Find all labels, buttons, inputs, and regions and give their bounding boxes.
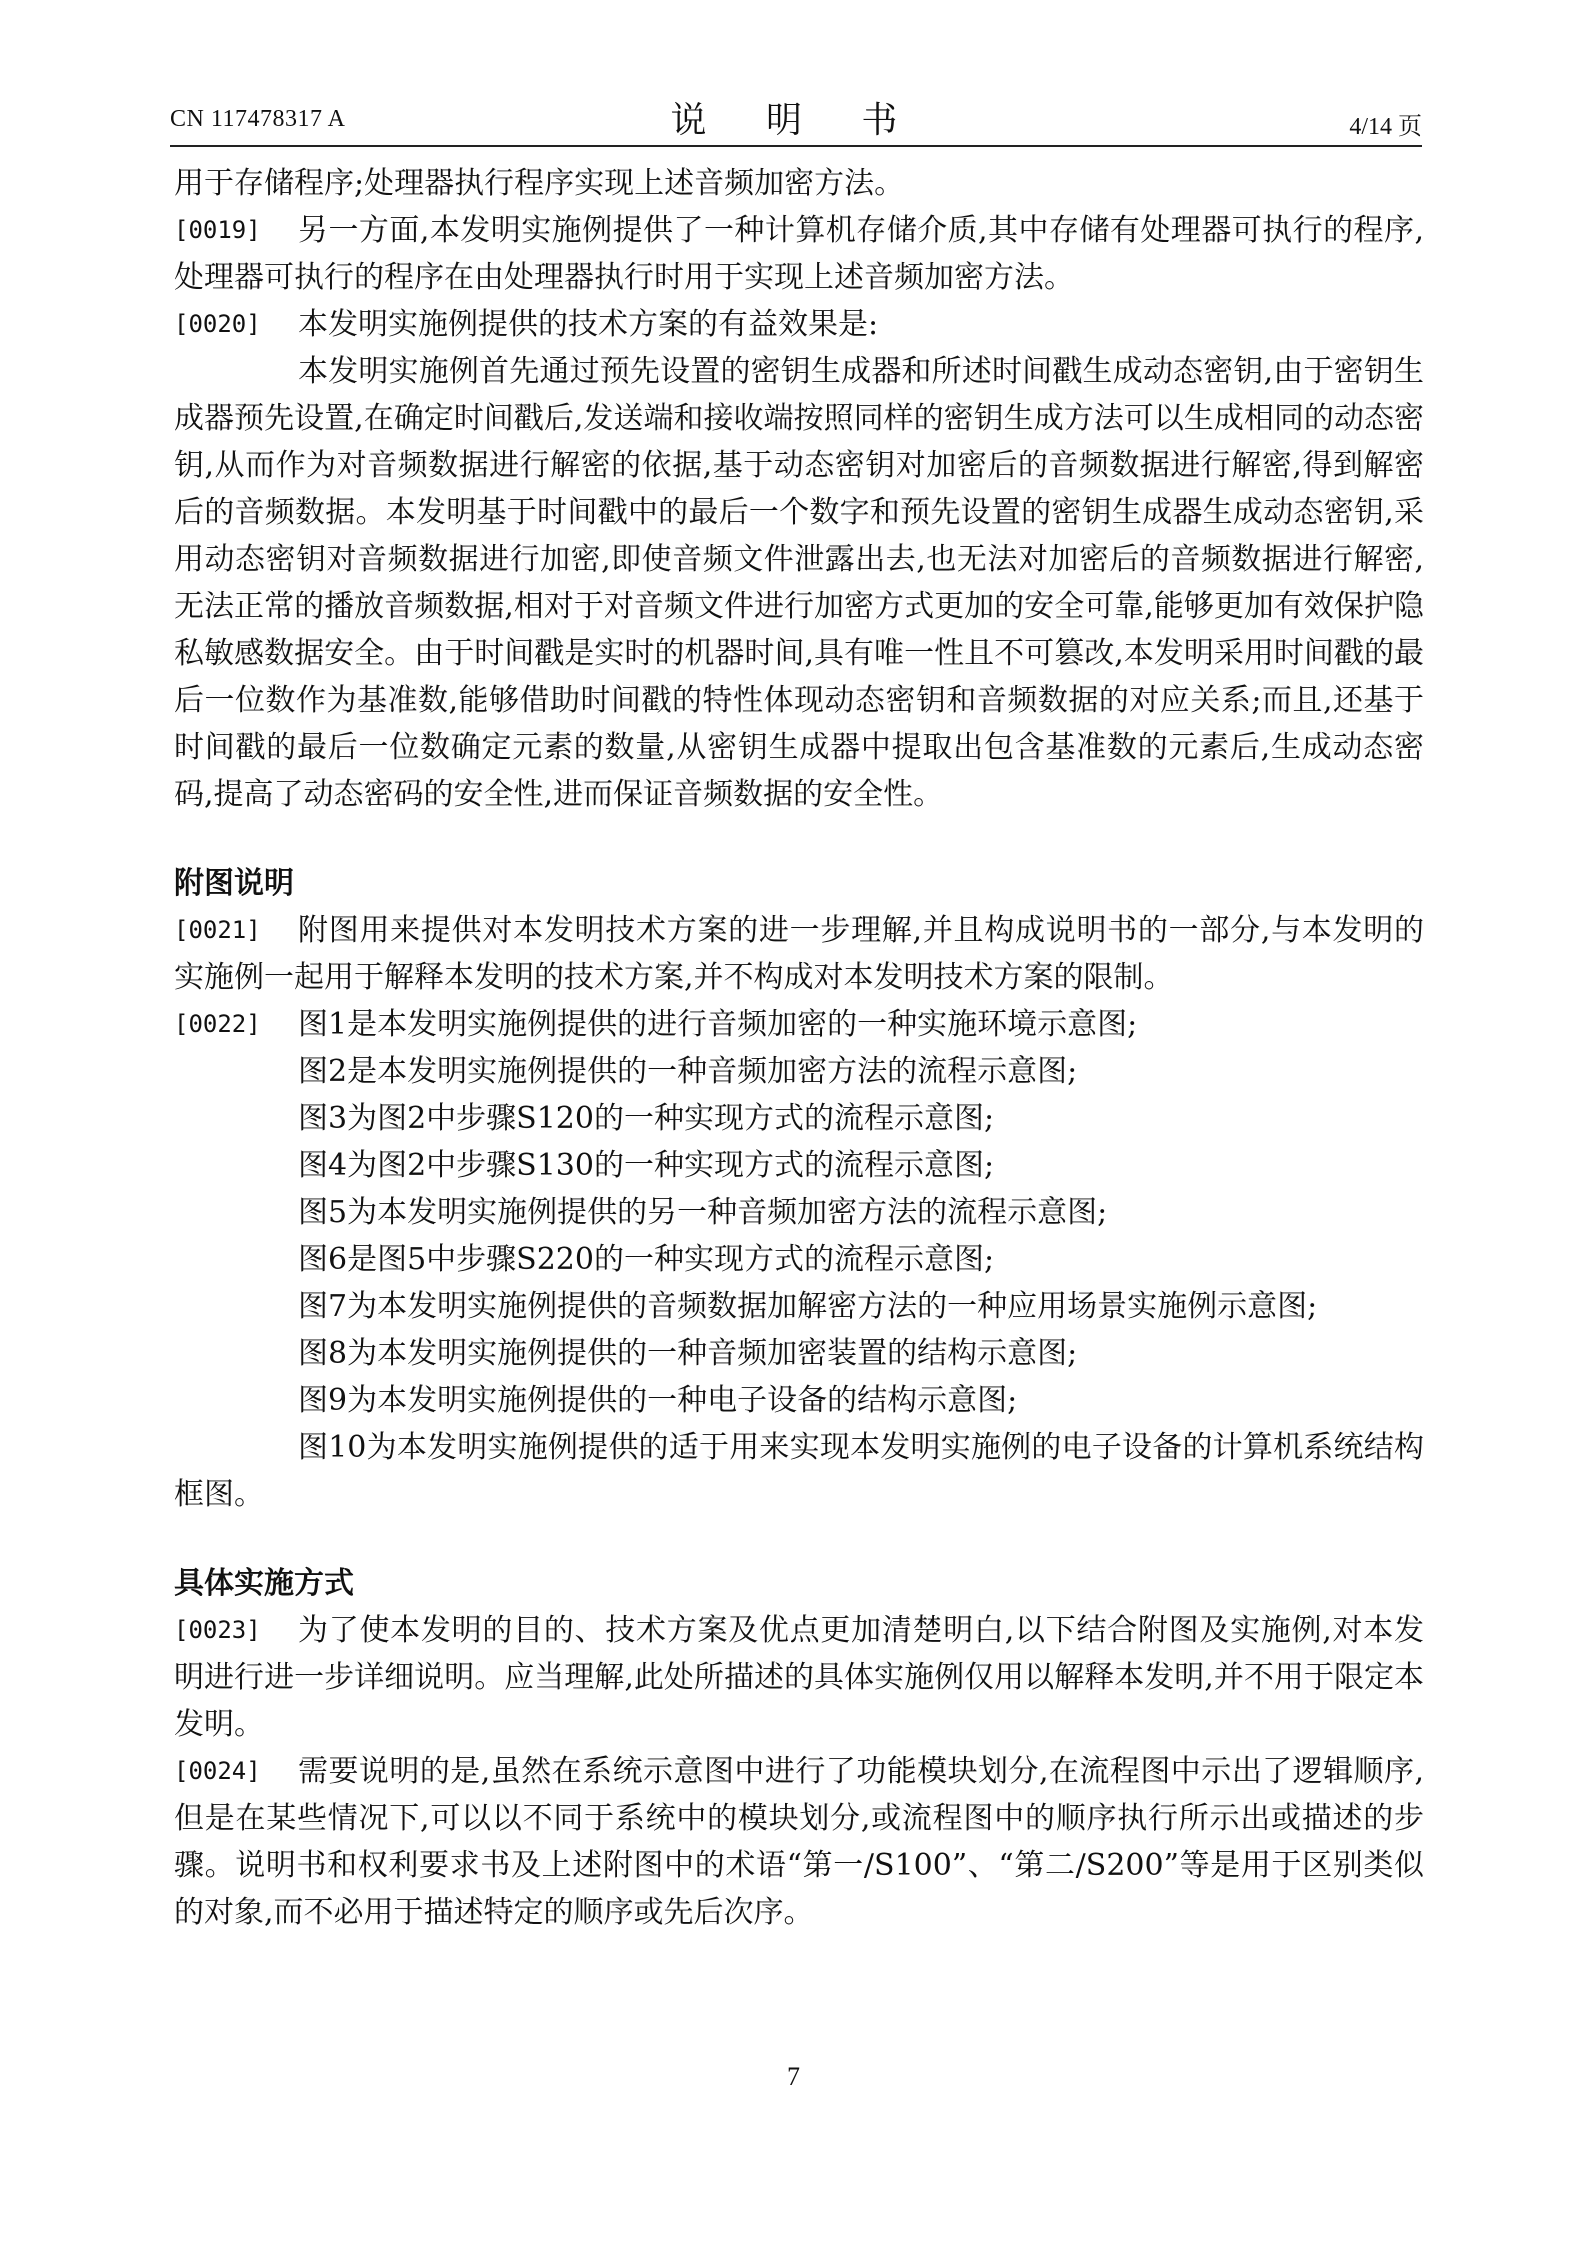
header-divider [170,145,1422,147]
paragraph-text: 本发明实施例提供的技术方案的有益效果是: [298,307,879,342]
paragraph-text: 另一方面,本发明实施例提供了一种计算机存储介质,其中存储有处理器可执行的程序,处理器可执行的程序在由处理器执行时用于实现上述音频加密方法。 [174,213,1424,295]
figure-item: 图2是本发明实施例提供的一种音频加密方法的流程示意图; [298,1054,1078,1089]
figure-item: 图7为本发明实施例提供的音频数据加解密方法的一种应用场景实施例示意图; [298,1289,1318,1324]
paragraph-0020 [174,301,1424,348]
paragraph-number: [0024] [174,1757,261,1785]
paragraph-text: 图1是本发明实施例提供的进行音频加密的一种实施环境示意图; [298,1007,1138,1042]
page-number: 7 [787,2062,800,2091]
figure-item: 图8为本发明实施例提供的一种音频加密装置的结构示意图; [298,1336,1078,1371]
paragraph-number: [0020] [174,310,261,338]
paragraph-0023 [174,1607,1424,1748]
paragraph-text: 附图用来提供对本发明技术方案的进一步理解,并且构成说明书的一部分,与本发明的实施例一起用于解释本发明的技术方案,并不构成对本发明技术方案的限制。 [174,913,1424,995]
page-indicator: 4/14 页 [1349,114,1422,140]
document-title: 说 明 书 [670,100,922,141]
paragraph-number: [0019] [174,216,261,244]
patent-number: CN 117478317 A [170,106,346,132]
paragraph-0024 [174,1748,1424,1936]
paragraph-0022 [174,1001,1424,1048]
section-heading-embodiments: 具体实施方式 [174,1566,354,1601]
paragraph-0021 [174,907,1424,1001]
paragraph-text: 为了使本发明的目的、技术方案及优点更加清楚明白,以下结合附图及实施例,对本发明进行进一步详细说明。应当理解,此处所描述的具体实施例仅用以解释本发明,并不用于限定本发明。 [174,1613,1424,1742]
figure-item: 图9为本发明实施例提供的一种电子设备的结构示意图; [298,1383,1018,1418]
figure-item: 图5为本发明实施例提供的另一种音频加密方法的流程示意图; [298,1195,1108,1230]
paragraph-number: [0021] [174,916,261,944]
paragraph-number: [0022] [174,1010,261,1038]
paragraph-0020-body: 本发明实施例首先通过预先设置的密钥生成器和所述时间戳生成动态密钥,由于密钥生成器预先设置,在确定时间戳后,发送端和接收端按照同样的密钥生成方法可以生成相同的动态密钥,从而作为对音频数据进行解密的依据,基于动态密钥对加密后的音频数据进行解密,得到解密后的音频数据。本发明基于时间戳中的最后一个数字和预先设置的密钥生成器生成动态密钥,采用动态密钥对音频数据进行加密,即使音频文件泄露出去,也无法对加密后的音频数据进行解密,无法正常的播放音频数据,相对于对音频文件进行加密方式更加的安全可靠,能够更加有效保护隐私敏感数据安全。由于时间戳是实时的机器时间,具有唯一性且不可篡改,本发明采用时间戳的最后一位数作为基准数,能够借助时间戳的特性体现动态密钥和音频数据的对应关系;而且,还基于时间戳的最后一位数确定元素的数量,从密钥生成器中提取出包含基准数的元素后,生成动态密码,提高了动态密码的安全性,进而保证音频数据的安全性。 [174,354,1424,812]
paragraph-0019 [174,207,1424,301]
figure-item: 图4为图2中步骤S130的一种实现方式的流程示意图; [298,1148,995,1183]
section-heading-figures: 附图说明 [174,866,294,901]
page-body [174,160,1424,1936]
page-header [170,92,1422,142]
figure-list [174,1048,1424,1424]
figure-item: 图3为图2中步骤S120的一种实现方式的流程示意图; [298,1101,995,1136]
paragraph-text: 需要说明的是,虽然在系统示意图中进行了功能模块划分,在流程图中示出了逻辑顺序,但是在某些情况下,可以以不同于系统中的模块划分,或流程图中的顺序执行所示出或描述的步骤。说明书和权利要求书及上述附图中的术语“第一/S100”、“第二/S200”等是用于区别类似的对象,而不必用于描述特定的顺序或先后次序。 [174,1754,1424,1930]
figure-item-10: 图10为本发明实施例提供的适于用来实现本发明实施例的电子设备的计算机系统结构框图。 [174,1430,1424,1512]
continued-paragraph: 用于存储程序;处理器执行程序实现上述音频加密方法。 [174,166,905,201]
paragraph-number: [0023] [174,1616,261,1644]
figure-item: 图6是图5中步骤S220的一种实现方式的流程示意图; [298,1242,995,1277]
